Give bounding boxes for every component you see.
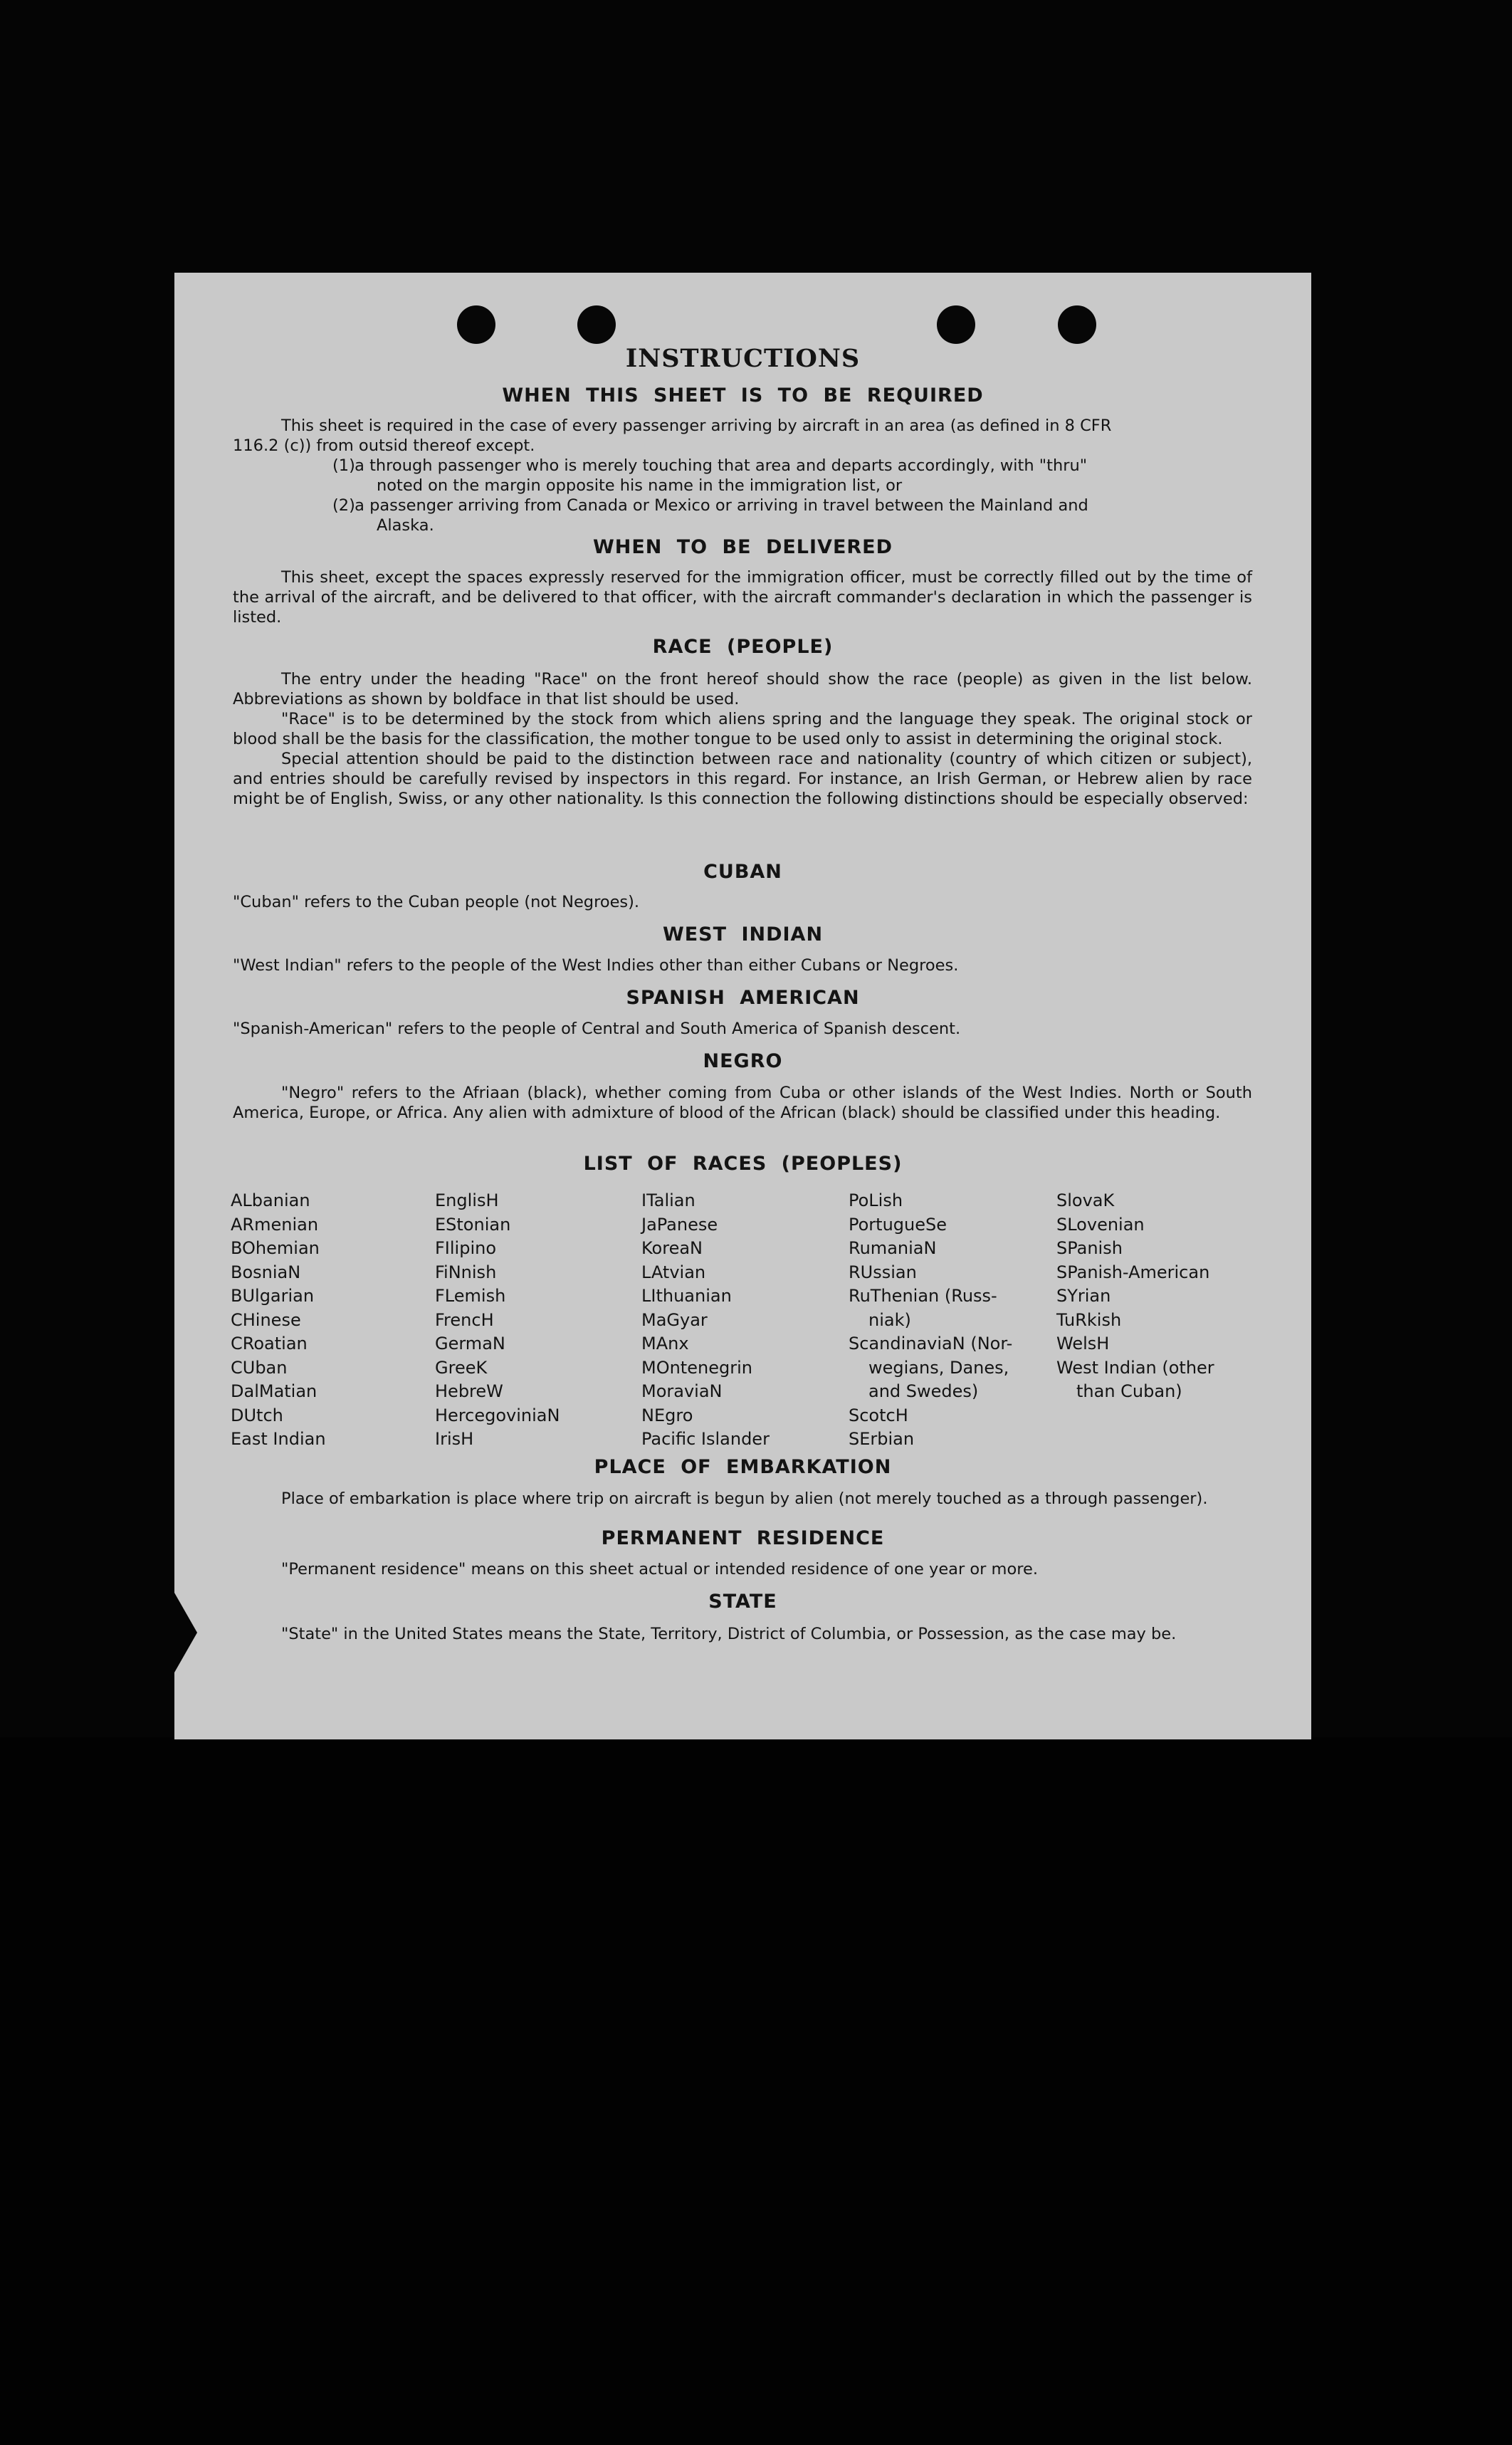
race-entry: EStonian [435,1214,511,1235]
race-entry-continued: and Swedes) [868,1381,979,1401]
race-entry: ALbanian [231,1190,310,1210]
paragraph: "Spanish-American" refers to the people of Central and South America of Spanish descent. [233,1020,961,1038]
race-entry: SErbian [849,1429,915,1449]
exception-item-1 [332,456,1252,496]
exception-item-2 [332,496,1252,535]
races-column-2 [435,1189,560,1452]
races-column-4 [849,1189,1012,1452]
race-entry: DUtch [231,1405,283,1425]
races-column-1 [231,1189,326,1452]
race-entry: LIthuanian [641,1286,732,1306]
race-entry: SlovaK [1056,1190,1115,1210]
heading-race: RACE (PEOPLE) [652,636,834,658]
race-entry: SYrian [1056,1286,1111,1306]
race-entry: CRoatian [231,1334,308,1354]
spanish-american-text [233,1019,1252,1039]
item-number: (2) [332,496,355,515]
races-column-5 [1056,1189,1214,1404]
race-entry: GreeK [435,1357,488,1378]
race-entry: BosniaN [231,1262,301,1282]
heading-place-of-embarkation: PLACE OF EMBARKATION [594,1456,892,1478]
race-entry: GermaN [435,1334,505,1354]
races-column-3 [641,1189,770,1452]
heading-west-indian: WEST INDIAN [662,923,824,946]
race-entry: RuThenian (Russ- [849,1286,997,1306]
race-entry: Pacific Islander [641,1429,770,1449]
race-entry: HebreW [435,1381,503,1401]
intro-line-2: 116.2 (c)) from outsid thereof except. [233,436,535,455]
race-entry: ScotcH [849,1405,908,1425]
punch-hole-4 [1058,305,1096,344]
race-entry: MaGyar [641,1309,708,1330]
heading-cuban: CUBAN [703,861,782,883]
race-entry: CUban [231,1357,288,1378]
heading-spanish-american: SPANISH AMERICAN [626,987,860,1009]
race-entry: SLovenian [1056,1214,1145,1235]
page-title: INSTRUCTIONS [625,344,861,373]
instruction-sheet [174,273,1311,1739]
race-text [233,669,1252,809]
race-entry: DalMatian [231,1381,317,1401]
race-entry: ScandinaviaN (Nor- [849,1334,1013,1354]
race-entry: TuRkish [1056,1309,1122,1330]
race-entry: WelsH [1056,1334,1110,1354]
intro-line-1: This sheet is required in the case of every passenger arriving by aircraft in an area (as defined in 8 CFR [281,417,1112,435]
race-entry: LAtvian [641,1262,706,1282]
race-entry: MoraviaN [641,1381,723,1401]
race-entry: RUssian [849,1262,917,1282]
paragraph: "Negro" refers to the Afriaan (black), whether coming from Cuba or other islands of the West Indies. North or South America, Europe, or Africa. Any alien with admixture of blood of the African (black) should be classified under this heading. [233,1084,1252,1122]
race-entry: FrencH [435,1309,494,1330]
race-entry: CHinese [231,1309,301,1330]
race-entry: ITalian [641,1190,695,1210]
dark-backdrop [0,1737,1512,2445]
paragraph: "West Indian" refers to the people of the West Indies other than either Cubans or Negroes. [233,956,959,975]
heading-negro: NEGRO [703,1050,783,1072]
punch-hole-1 [457,305,495,344]
cuban-text [233,892,1252,912]
paragraph: The entry under the heading "Race" on the front hereof should show the race (people) as given in the list below. Abbreviations as shown by boldface in that list should be used. [233,670,1252,708]
race-entry-continued: wegians, Danes, [868,1357,1009,1378]
paragraph: "Cuban" refers to the Cuban people (not Negroes). [233,893,640,911]
paragraph: Special attention should be paid to the distinction between race and nationality (country of which citizen or subject), and entries should be carefully revised by inspectors in this regard. For instance, an Irish German, or Hebrew alien by race might be of English, Swiss, or any other nationality. Is this connection the following distinctions should be especially observed: [233,750,1252,808]
race-entry-continued: than Cuban) [1076,1381,1182,1401]
when-required-intro [233,416,1252,456]
item-text-continued: noted on the margin opposite his name in the immigration list, or [377,476,903,495]
paragraph: "State" in the United States means the State, Territory, District of Columbia, or Possession, as the case may be. [281,1625,1177,1643]
when-delivered-text [233,567,1252,627]
race-entry: IrisH [435,1429,474,1449]
paragraph: Place of embarkation is place where trip on aircraft is begun by alien (not merely touched as a through passenger). [281,1489,1208,1508]
permanent-residence-text [233,1559,1252,1579]
heading-permanent-residence: PERMANENT RESIDENCE [601,1527,885,1549]
heading-list-of-races: LIST OF RACES (PEOPLES) [583,1153,903,1175]
heading-when-delivered: WHEN TO BE DELIVERED [592,536,893,558]
race-entry: HercegoviniaN [435,1405,560,1425]
race-entry: EnglisH [435,1190,499,1210]
race-entry: MOntenegrin [641,1357,752,1378]
negro-text [233,1083,1252,1123]
race-entry: PortugueSe [849,1214,947,1235]
item-text: a through passenger who is merely touching that area and departs accordingly, with "thru" [355,456,1088,475]
race-entry: SPanish-American [1056,1262,1210,1282]
paragraph: This sheet, except the spaces expressly reserved for the immigration officer, must be correctly filled out by the time of the arrival of the aircraft, and be delivered to that officer, with the aircraft commander's declaration in which the passenger is listed. [233,568,1252,627]
race-entry-continued: niak) [868,1309,911,1330]
race-entry: BOhemian [231,1238,320,1258]
heading-state: STATE [708,1591,777,1613]
race-entry: SPanish [1056,1238,1123,1258]
race-entry: JaPanese [641,1214,718,1235]
race-entry: FiNnish [435,1262,497,1282]
race-entry: FIlipino [435,1238,497,1258]
race-entry: BUlgarian [231,1286,315,1306]
item-text: a passenger arriving from Canada or Mexico or arriving in travel between the Mainland and [355,496,1088,515]
race-entry: FLemish [435,1286,506,1306]
race-entry: PoLish [849,1190,903,1210]
punch-hole-2 [577,305,616,344]
item-text-continued: Alaska. [377,516,434,535]
race-entry: ARmenian [231,1214,319,1235]
race-entry: KoreaN [641,1238,703,1258]
paragraph: "Race" is to be determined by the stock from which aliens spring and the language they speak. The original stock or blood shall be the basis for the classification, the mother tongue to be used only to assist in determining the original stock. [233,710,1252,748]
paragraph: "Permanent residence" means on this sheet actual or intended residence of one year or more. [281,1560,1038,1578]
race-entry: NEgro [641,1405,693,1425]
heading-when-required: WHEN THIS SHEET IS TO BE REQUIRED [502,384,984,407]
race-entry: East Indian [231,1429,326,1449]
place-of-embarkation-text [233,1489,1252,1509]
item-number: (1) [332,456,355,475]
race-entry: RumaniaN [849,1238,937,1258]
west-indian-text [233,956,1252,975]
race-entry: West Indian (other [1056,1357,1214,1378]
race-entry: MAnx [641,1334,689,1354]
punch-hole-3 [937,305,975,344]
state-text [233,1624,1252,1644]
